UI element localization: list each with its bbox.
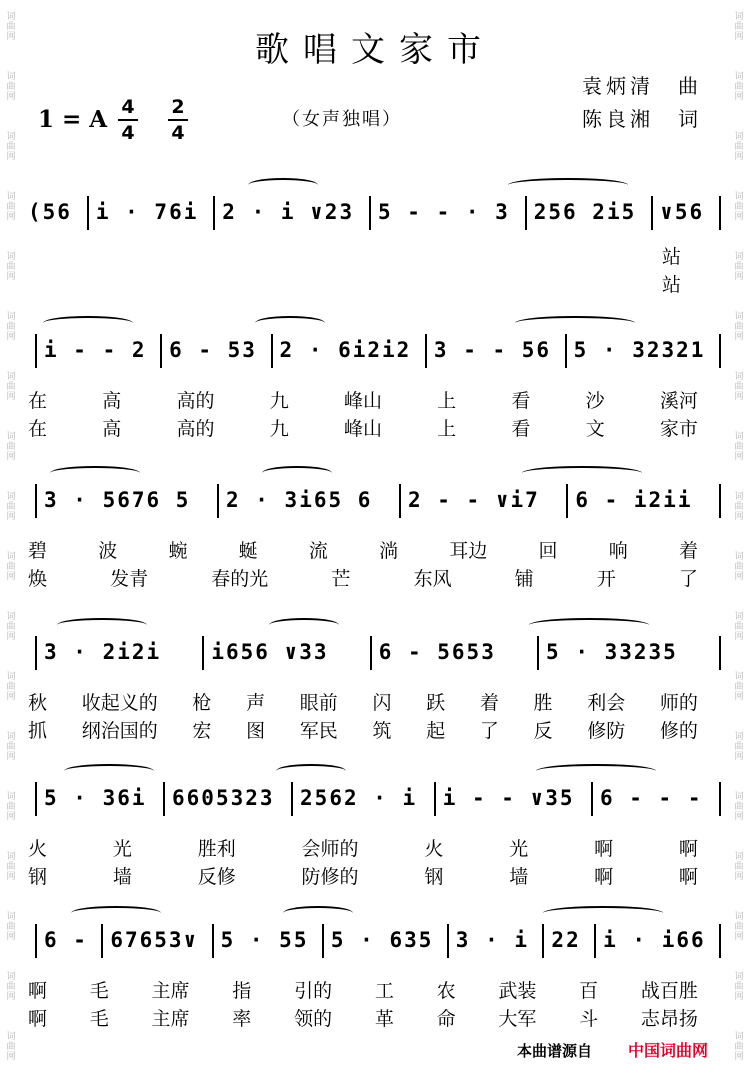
barline <box>213 196 215 230</box>
lyric-word: 啊 <box>594 866 614 888</box>
composer-credit: 袁炳清 曲 <box>582 74 702 98</box>
lyric-word: 百 <box>579 980 599 1002</box>
measure: 5 · 33235 <box>546 640 678 664</box>
lyric-word: 农 <box>436 980 456 1002</box>
measure: 6 - i2ii <box>575 488 693 512</box>
slur-mark <box>536 764 656 778</box>
lyric-word: 革 <box>374 1008 394 1030</box>
measure: 6605323 <box>172 786 275 810</box>
lyric-line-2 <box>28 862 728 888</box>
watermark-mark: 词曲网 <box>734 492 744 522</box>
barline <box>719 334 721 368</box>
watermark-mark: 词曲网 <box>734 552 744 582</box>
lyric-word: 啊 <box>678 838 698 860</box>
slur-mark <box>515 316 635 330</box>
measure: 2 · i ∨23 <box>222 200 355 224</box>
lyric-word: 收起义的 <box>81 692 158 714</box>
measure: i - - 2 <box>44 338 147 362</box>
lyric-word: 领的 <box>294 1008 333 1030</box>
lyric-word: 芒 <box>331 568 351 590</box>
lyric-word: 了 <box>479 720 499 742</box>
lyric-word: 工 <box>374 980 394 1002</box>
watermark-mark: 词曲网 <box>6 672 16 702</box>
watermark-mark: 词曲网 <box>6 72 16 102</box>
lyric-word: 铺 <box>514 568 534 590</box>
lyric-word: 耳边 <box>449 540 488 562</box>
slur-mark <box>255 316 325 330</box>
lyric-word: 纲治国的 <box>81 720 158 742</box>
lyric-word: 率 <box>232 1008 252 1030</box>
lyric-word: 修防 <box>587 720 626 742</box>
watermark-mark: 词曲网 <box>734 852 744 882</box>
lyric-word: 沙 <box>585 390 605 412</box>
lyric-word: 啊 <box>678 866 698 888</box>
lyric-word: 反修 <box>197 866 236 888</box>
lyric-word: 上 <box>437 418 457 440</box>
watermark-mark: 词曲网 <box>6 552 16 582</box>
measure: (56 <box>28 200 72 224</box>
barline <box>101 924 103 958</box>
watermark-mark: 词曲网 <box>734 1032 744 1062</box>
time-signature-4-4: 4 4 <box>116 96 140 144</box>
measure: 5 · 635 <box>330 928 434 952</box>
measure: 3 · 5676 5 <box>44 488 191 512</box>
measure: i · 76i <box>95 200 199 224</box>
measure: 6 - 53 <box>169 338 257 362</box>
lyric-word: 焕 <box>28 568 48 590</box>
lyric-word: 在 <box>28 390 48 412</box>
slur-mark <box>283 906 353 920</box>
barline <box>447 924 449 958</box>
measure: 6 - 5653 <box>378 640 496 664</box>
lyric-word: 墙 <box>112 866 132 888</box>
barline <box>87 196 89 230</box>
lyric-word: 看 <box>511 390 531 412</box>
measure: 2 · 3i65 6 <box>225 488 373 512</box>
watermark-mark: 词曲网 <box>734 672 744 702</box>
watermark-mark: 词曲网 <box>6 852 16 882</box>
watermark-mark: 词曲网 <box>6 612 16 642</box>
measure: 5 · 32321 <box>573 338 706 362</box>
lyric-word: 高的 <box>176 418 215 440</box>
watermark-mark: 词曲网 <box>6 132 16 162</box>
measure: 2 · 6i2i2 <box>279 338 412 362</box>
lyric-word: 光 <box>509 838 529 860</box>
lyricist-credit: 陈良湘 词 <box>582 107 702 131</box>
lyric-word: 墙 <box>509 866 529 888</box>
measure: i · i66 <box>603 928 706 952</box>
lyric-word: 声 <box>246 692 266 714</box>
watermark-mark: 词曲网 <box>734 732 744 762</box>
slur-mark <box>529 618 649 632</box>
lyric-word: 抓 <box>28 720 48 742</box>
slur-mark <box>57 618 147 632</box>
barline <box>399 484 401 518</box>
barline <box>719 636 721 670</box>
lyric-word: 筑 <box>372 720 392 742</box>
barline <box>217 484 219 518</box>
barline <box>202 636 204 670</box>
lyric-word: 啊 <box>28 980 48 1002</box>
lyric-word: 志昂扬 <box>640 1008 698 1030</box>
slur-mark <box>269 618 339 632</box>
lyric-word: 防修的 <box>301 866 359 888</box>
measure: 67653∨ <box>110 928 199 952</box>
lyric-word: 啊 <box>28 1008 48 1030</box>
key-signature: 1 = A <box>38 106 108 133</box>
barline <box>291 782 293 816</box>
barline <box>566 484 568 518</box>
lyric-word: 火 <box>424 838 444 860</box>
watermark-mark: 词曲网 <box>6 1032 16 1062</box>
measure: 22 <box>551 928 581 952</box>
measure: i - - ∨35 <box>442 786 575 810</box>
measure: 2562 · i <box>300 786 418 810</box>
lyric-word: 溪河 <box>659 390 698 412</box>
watermark-mark: 词曲网 <box>6 492 16 522</box>
lyric-word: 跃 <box>426 692 446 714</box>
lyric-word: 蜒 <box>238 540 258 562</box>
lyric-word: 引的 <box>294 980 333 1002</box>
time-signature-2-4: 2 4 <box>166 96 190 144</box>
lyric-word: 响 <box>608 540 628 562</box>
lyric-word: 钢 <box>28 866 48 888</box>
barline <box>542 924 544 958</box>
lyric-word: 会师的 <box>301 838 359 860</box>
slur-mark <box>522 466 642 480</box>
lyric-line-1 <box>28 976 728 1002</box>
measure: 6 - <box>44 928 88 952</box>
barline <box>370 636 372 670</box>
lyric-word: 毛 <box>89 980 109 1002</box>
performance-form: （女声独唱） <box>282 109 402 130</box>
footer-site-link[interactable]: 中国词曲网 <box>628 1041 709 1060</box>
barline <box>594 924 596 958</box>
lyric-word: 蜿 <box>168 540 188 562</box>
watermark-mark: 词曲网 <box>6 252 16 282</box>
barline <box>434 782 436 816</box>
lyric-word: 着 <box>678 540 698 562</box>
barline <box>35 924 37 958</box>
barline <box>719 484 721 518</box>
lyric-word: 钢 <box>424 866 444 888</box>
lyric-word: 修的 <box>659 720 698 742</box>
watermark-mark: 词曲网 <box>6 732 16 762</box>
lyric-line-1 <box>28 834 728 860</box>
barline <box>212 924 214 958</box>
lyric-word: 春的光 <box>211 568 269 590</box>
barline <box>525 196 527 230</box>
measure: 5 · 55 <box>220 928 309 952</box>
barline <box>425 334 427 368</box>
lyric-word: 啊 <box>594 838 614 860</box>
lyric-line-1 <box>28 536 728 562</box>
song-title: 歌唱文家市 <box>255 30 495 70</box>
lyric-word: 利会 <box>587 692 626 714</box>
lyric-word: 着 <box>479 692 499 714</box>
watermark-mark: 词曲网 <box>734 912 744 942</box>
watermark-mark: 词曲网 <box>734 252 744 282</box>
barline <box>160 334 162 368</box>
watermark-mark: 词曲网 <box>734 12 744 42</box>
barline <box>719 782 721 816</box>
measure: 3 - - 56 <box>433 338 552 362</box>
lyric-word: 九 <box>269 390 289 412</box>
lyric-word: 眼前 <box>299 692 338 714</box>
watermark-mark: 词曲网 <box>6 312 16 342</box>
measure: 3 · i <box>455 928 530 952</box>
slur-mark <box>43 316 133 330</box>
lyric-word: 家市 <box>659 418 698 440</box>
watermark-mark: 词曲网 <box>734 612 744 642</box>
slur-mark <box>71 906 161 920</box>
lyric-word: 高 <box>102 418 122 440</box>
lyric-word: 波 <box>98 540 118 562</box>
lyric-word: 发青 <box>110 568 149 590</box>
barline <box>651 196 653 230</box>
watermark-mark: 词曲网 <box>734 972 744 1002</box>
watermark-mark: 词曲网 <box>6 912 16 942</box>
lyric-word: 光 <box>112 838 132 860</box>
watermark-mark: 词曲网 <box>734 72 744 102</box>
lyric-word: 宏 <box>192 720 212 742</box>
barline <box>35 334 37 368</box>
first-ending-lyric-2: 站 <box>662 274 682 296</box>
slur-mark <box>50 466 140 480</box>
measure: 2 - - ∨i7 <box>407 488 540 512</box>
watermark-left <box>0 0 22 1088</box>
lyric-word: 毛 <box>89 1008 109 1030</box>
lyric-word: 主席 <box>151 1008 190 1030</box>
lyric-line-1 <box>28 688 728 714</box>
watermark-right <box>728 0 750 1088</box>
barline <box>591 782 593 816</box>
slur-mark <box>248 178 318 192</box>
lyric-word: 了 <box>678 568 698 590</box>
lyric-line-2 <box>28 1004 728 1030</box>
barline <box>537 636 539 670</box>
slur-mark <box>508 178 628 192</box>
lyric-word: 九 <box>269 418 289 440</box>
watermark-mark: 词曲网 <box>6 792 16 822</box>
watermark-mark: 词曲网 <box>6 432 16 462</box>
lyric-word: 枪 <box>192 692 212 714</box>
lyric-word: 东风 <box>413 568 452 590</box>
barline <box>163 782 165 816</box>
lyric-line-2 <box>28 564 728 590</box>
watermark-mark: 词曲网 <box>734 792 744 822</box>
measure: 6 - - - <box>599 786 703 810</box>
lyric-word: 大军 <box>498 1008 537 1030</box>
barline <box>322 924 324 958</box>
slur-mark <box>543 906 663 920</box>
lyric-word: 碧 <box>28 540 48 562</box>
measure: ∨56 <box>660 200 705 224</box>
lyric-word: 回 <box>538 540 558 562</box>
measure: 3 · 2i2i <box>44 640 162 664</box>
lyric-word: 文 <box>585 418 605 440</box>
lyric-word: 反 <box>533 720 553 742</box>
barline <box>565 334 567 368</box>
lyric-word: 开 <box>596 568 616 590</box>
lyric-word: 胜利 <box>197 838 236 860</box>
lyric-word: 图 <box>246 720 266 742</box>
watermark-mark: 词曲网 <box>6 372 16 402</box>
lyric-word: 高的 <box>176 390 215 412</box>
barline <box>369 196 371 230</box>
lyric-word: 战百胜 <box>640 980 698 1002</box>
barline <box>271 334 273 368</box>
watermark-mark: 词曲网 <box>734 432 744 462</box>
lyric-word: 高 <box>102 390 122 412</box>
footer-source: 本曲谱源自 <box>517 1042 593 1060</box>
watermark-mark: 词曲网 <box>6 12 16 42</box>
watermark-mark: 词曲网 <box>6 192 16 222</box>
lyric-word: 闪 <box>372 692 392 714</box>
measure: 5 · 36i <box>44 786 147 810</box>
lyric-word: 淌 <box>379 540 399 562</box>
slur-mark <box>262 466 332 480</box>
lyric-word: 峰山 <box>343 390 382 412</box>
measure: i656 ∨33 <box>211 640 329 664</box>
barline <box>719 196 721 230</box>
lyric-word: 看 <box>511 418 531 440</box>
lyric-line-2 <box>28 414 728 440</box>
first-ending-lyric-1: 站 <box>662 246 682 268</box>
lyric-word: 师的 <box>659 692 698 714</box>
lyric-word: 斗 <box>579 1008 599 1030</box>
watermark-mark: 词曲网 <box>734 132 744 162</box>
watermark-mark: 词曲网 <box>734 192 744 222</box>
lyric-word: 上 <box>437 390 457 412</box>
barline <box>35 484 37 518</box>
lyric-word: 胜 <box>533 692 553 714</box>
watermark-mark: 词曲网 <box>734 312 744 342</box>
watermark-mark: 词曲网 <box>734 372 744 402</box>
lyric-word: 军民 <box>299 720 338 742</box>
lyric-word: 武装 <box>498 980 537 1002</box>
slur-mark <box>276 764 346 778</box>
barline <box>35 782 37 816</box>
lyric-line-2 <box>28 716 728 742</box>
lyric-word: 火 <box>28 838 48 860</box>
measure: 5 - - · 3 <box>378 200 510 224</box>
barline <box>35 636 37 670</box>
lyric-word: 主席 <box>151 980 190 1002</box>
lyric-word: 流 <box>308 540 328 562</box>
barline <box>719 924 721 958</box>
lyric-line-1 <box>28 386 728 412</box>
slur-mark <box>64 764 154 778</box>
watermark-mark: 词曲网 <box>6 972 16 1002</box>
lyric-word: 在 <box>28 418 48 440</box>
lyric-word: 指 <box>232 980 252 1002</box>
lyric-word: 秋 <box>28 692 48 714</box>
lyric-word: 峰山 <box>343 418 382 440</box>
measure: 256 2i5 <box>533 200 637 224</box>
lyric-word: 命 <box>436 1008 456 1030</box>
lyric-word: 起 <box>426 720 446 742</box>
